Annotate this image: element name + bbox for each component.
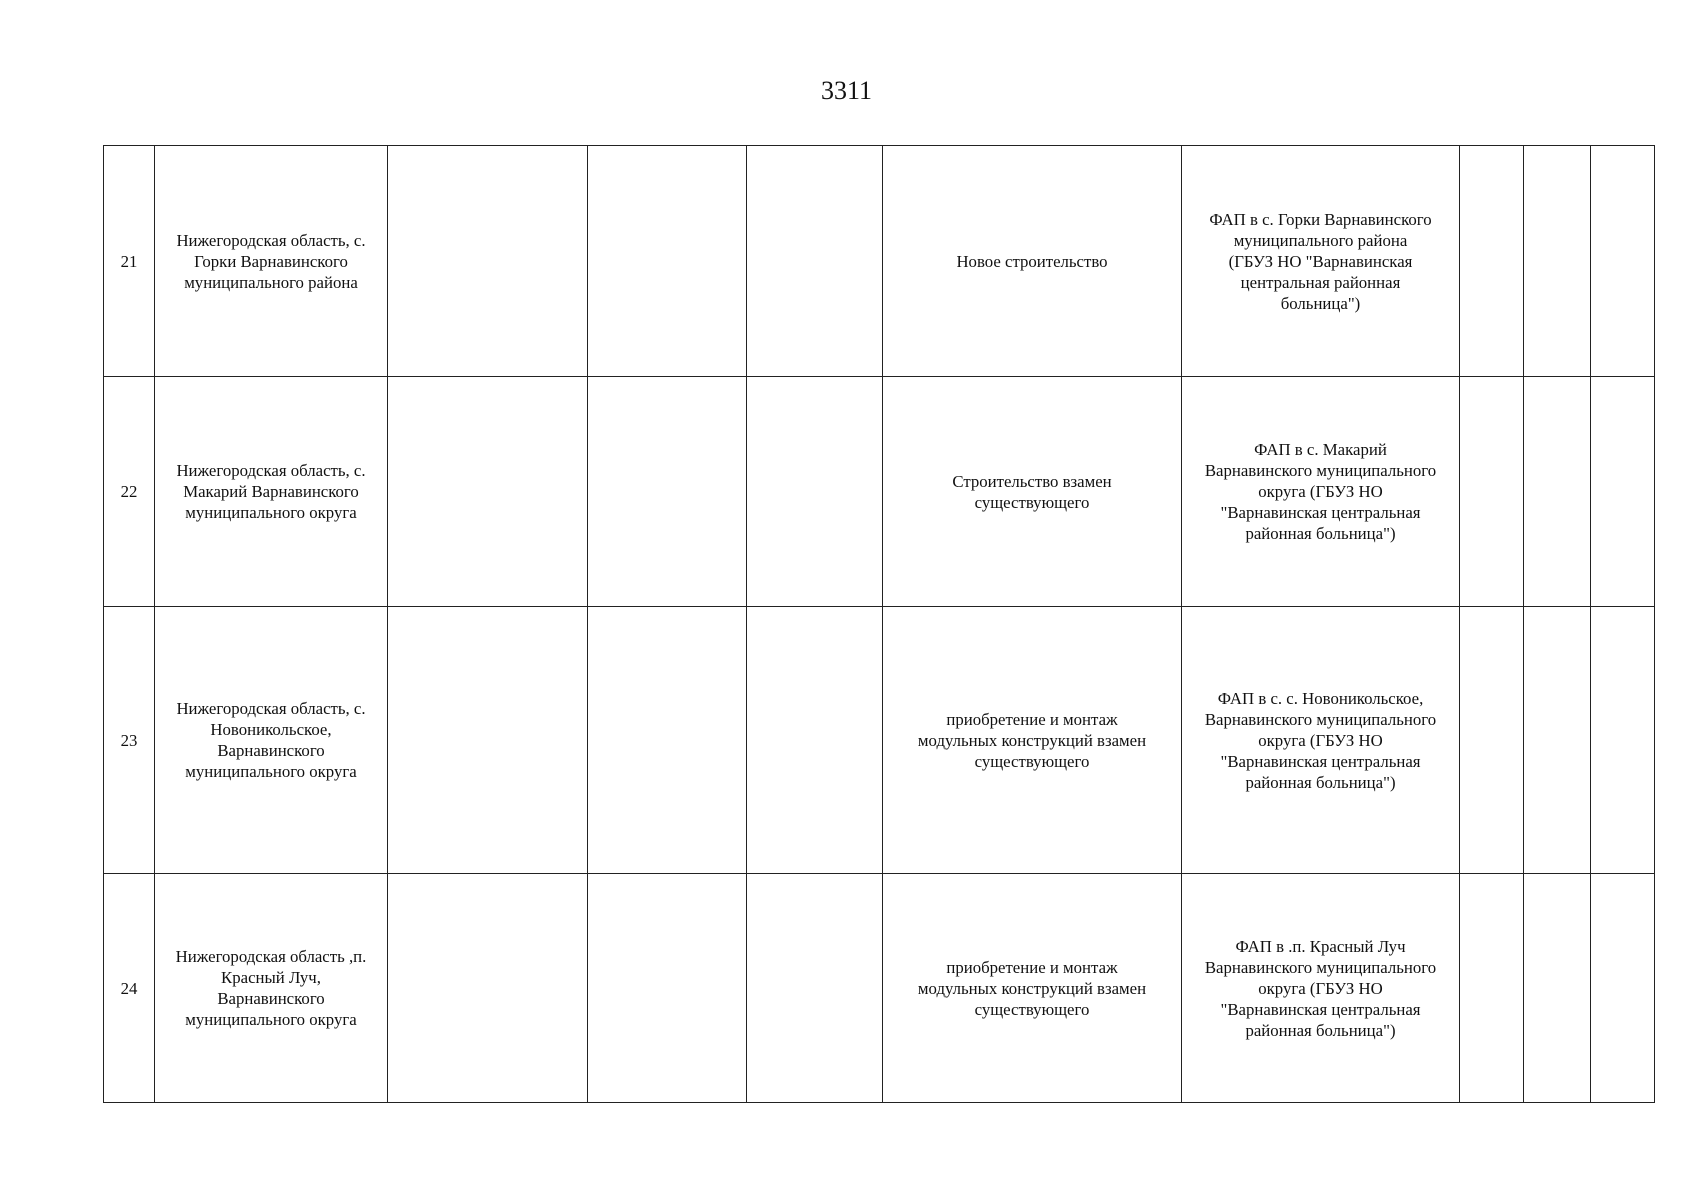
location-line: Макарий Варнавинского <box>183 482 359 501</box>
table-row <box>104 607 1655 874</box>
empty-cell <box>747 377 883 607</box>
facility-line: ФАП в с. с. Новоникольское, <box>1217 688 1424 708</box>
empty-cell <box>1524 874 1591 1103</box>
facility-line: "Варнавинская центральная <box>1220 751 1421 771</box>
empty-cell <box>588 874 747 1103</box>
location-line: Горки Варнавинского <box>194 251 348 271</box>
location-line: муниципального района <box>184 272 358 292</box>
empty-cell <box>747 146 883 377</box>
facility-line: больница") <box>1280 293 1361 313</box>
row-number-cell: 23 <box>104 607 155 874</box>
facility-line: "Варнавинская центральная <box>1220 999 1421 1019</box>
work-type-line: существующего <box>974 999 1090 1019</box>
facility-line: Варнавинского муниципального <box>1204 957 1437 977</box>
work-type-line: Строительство взамен <box>952 471 1112 491</box>
facility-line: (ГБУЗ НО "Варнавинская <box>1228 251 1413 271</box>
facility-line: районная больница") <box>1245 1020 1396 1040</box>
empty-cell <box>1591 146 1655 377</box>
work-type-line: модульных конструкций взамен <box>917 730 1147 750</box>
location-line: Нижегородская область, с. <box>176 230 366 250</box>
location-line: Нижегородская область, с. <box>176 461 366 480</box>
table-row <box>104 874 1655 1103</box>
row-number-cell: 22 <box>104 377 155 607</box>
work-type-line: модульных конструкций взамен <box>917 978 1147 998</box>
location-cell <box>155 607 388 874</box>
facility-line: центральная районная <box>1240 272 1401 292</box>
empty-cell <box>588 146 747 377</box>
facility-line: округа (ГБУЗ НО <box>1258 482 1383 501</box>
facility-cell <box>1182 874 1460 1103</box>
work-type-line: Новое строительство <box>956 251 1108 271</box>
facility-line: районная больница") <box>1245 772 1396 792</box>
location-line: Нижегородская область ,п. <box>175 947 367 966</box>
work-type-line: существующего <box>974 492 1090 512</box>
empty-cell <box>588 377 747 607</box>
facility-line: ФАП в с. Горки Варнавинского <box>1209 209 1432 229</box>
table-row <box>104 377 1655 607</box>
location-cell <box>155 874 388 1103</box>
work-type-cell <box>883 146 1182 377</box>
empty-cell <box>1591 377 1655 607</box>
empty-cell <box>1524 607 1591 874</box>
empty-cell <box>388 146 588 377</box>
work-type-cell <box>883 874 1182 1103</box>
location-cell <box>155 146 388 377</box>
location-line: Варнавинского <box>217 741 325 760</box>
table-row <box>104 146 1655 377</box>
empty-cell <box>747 607 883 874</box>
empty-cell <box>1460 874 1524 1103</box>
row-number-cell: 24 <box>104 874 155 1103</box>
location-line: Нижегородская область, с. <box>176 699 366 718</box>
facility-line: районная больница") <box>1245 524 1396 543</box>
location-line: Варнавинского <box>217 989 325 1008</box>
location-line: Новоникольское, <box>210 720 332 739</box>
facility-line: Варнавинского муниципального <box>1204 709 1437 729</box>
facility-line: "Варнавинская центральная <box>1220 503 1421 522</box>
empty-cell <box>588 607 747 874</box>
facility-line: Варнавинского муниципального <box>1204 461 1437 480</box>
empty-cell <box>1460 377 1524 607</box>
location-line: муниципального округа <box>185 1010 357 1029</box>
location-cell <box>155 377 388 607</box>
facility-cell <box>1182 607 1460 874</box>
empty-cell <box>1524 146 1591 377</box>
facility-cell <box>1182 377 1460 607</box>
empty-cell <box>747 874 883 1103</box>
empty-cell <box>1460 146 1524 377</box>
facility-line: ФАП в .п. Красный Луч <box>1235 936 1406 956</box>
facility-line: ФАП в с. Макарий <box>1254 440 1387 459</box>
work-type-line: приобретение и монтаж <box>946 709 1118 729</box>
work-type-line: приобретение и монтаж <box>946 957 1118 977</box>
location-line: муниципального округа <box>185 503 357 522</box>
work-type-line: существующего <box>974 751 1090 771</box>
empty-cell <box>1460 607 1524 874</box>
empty-cell <box>1524 377 1591 607</box>
row-number-cell: 21 <box>104 146 155 377</box>
facility-cell <box>1182 146 1460 377</box>
empty-cell <box>1591 607 1655 874</box>
work-type-cell <box>883 377 1182 607</box>
facility-line: округа (ГБУЗ НО <box>1258 730 1383 750</box>
facility-line: муниципального района <box>1233 230 1408 250</box>
page-number: 3311 <box>820 76 873 105</box>
objects-table <box>103 145 1655 1103</box>
location-line: Красный Луч, <box>221 968 321 987</box>
facility-line: округа (ГБУЗ НО <box>1258 978 1383 998</box>
work-type-cell <box>883 607 1182 874</box>
empty-cell <box>1591 874 1655 1103</box>
empty-cell <box>388 874 588 1103</box>
empty-cell <box>388 607 588 874</box>
empty-cell <box>388 377 588 607</box>
location-line: муниципального округа <box>185 762 357 781</box>
